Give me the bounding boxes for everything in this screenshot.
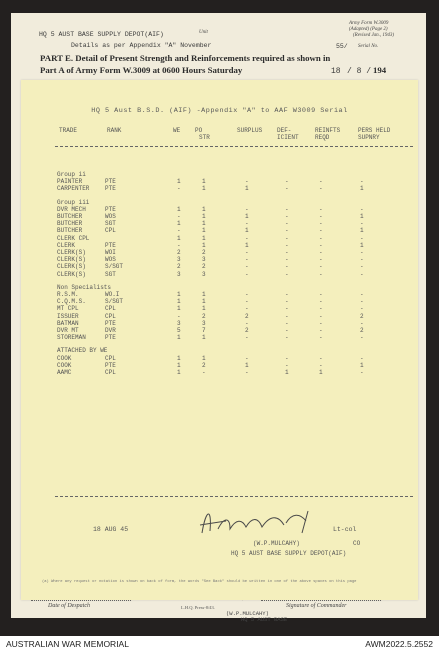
group-heading: Non Specialists (57, 283, 112, 291)
cell-we: - (177, 241, 181, 249)
credit-institution: AUSTRALIAN WAR MEMORIAL (6, 639, 129, 649)
form-header (11, 13, 426, 85)
cell-po: 1 (202, 354, 206, 362)
cell-trade: PAINTER (57, 178, 83, 186)
cell-rank: DVR (105, 327, 116, 334)
cell-po: 2 (202, 263, 206, 271)
despatch-label: Date of Despatch (48, 603, 90, 609)
footnote: (a) Where any request or notation is shown on back of form, the words "See Back" should be written in one of the above spaces on this page (42, 580, 357, 584)
cell-deficient: - (285, 220, 289, 228)
cell-supnry: 1 (360, 213, 364, 220)
cell-surplus: 2 (245, 327, 249, 334)
cell-trade: STOREMAN (57, 334, 86, 342)
serial-label: Serial No. (358, 44, 379, 49)
col-header-reinfts: REINFTS REQD (315, 127, 341, 141)
cell-rank: WO.I (105, 291, 120, 298)
cell-po: 1 (202, 220, 206, 228)
cell-surplus: - (245, 178, 249, 186)
date-month: / 8 / (347, 67, 372, 76)
cell-supnry: - (360, 234, 364, 242)
cell-po: 1 (202, 178, 206, 186)
date-year: 194 (373, 65, 387, 75)
cell-rank: SGT (105, 220, 116, 228)
cell-trade: CLERK(S) (57, 249, 86, 256)
signature-date: 18 AUG 45 (93, 526, 129, 533)
signature-name: (W.P.MULCAHY) (253, 540, 300, 547)
cell-surplus: - (245, 249, 249, 256)
cell-reqd: - (319, 241, 323, 249)
unit-line: HQ 5 AUST BASE SUPPLY DEPOT(AIF) (39, 31, 164, 38)
cell-po: 2 (202, 312, 206, 320)
cell-supnry: - (360, 249, 364, 256)
cell-we: 1 (177, 361, 181, 369)
cell-rank: S/SGT (105, 263, 124, 271)
cell-reqd: - (319, 334, 323, 342)
cell-po: 1 (202, 334, 206, 342)
cell-trade: AAMC (57, 369, 72, 376)
cell-po: 2 (202, 361, 206, 369)
cell-reqd: - (319, 185, 323, 193)
cell-we: - (177, 227, 181, 235)
cell-deficient: - (285, 298, 289, 306)
cell-surplus: - (245, 291, 249, 298)
cell-we: - (177, 185, 181, 193)
cell-deficient: - (285, 361, 289, 369)
cell-po: 1 (202, 213, 206, 220)
cell-we: - (177, 312, 181, 320)
cell-we: 1 (177, 291, 181, 298)
cell-surplus: - (245, 220, 249, 228)
cell-po: 3 (202, 256, 206, 264)
cell-we: 1 (177, 178, 181, 186)
cell-supnry: 1 (360, 227, 364, 235)
cell-we: 1 (177, 234, 181, 242)
cell-supnry: 2 (360, 327, 364, 334)
group-heading: Group iii (57, 198, 90, 206)
cell-rank: WOS (105, 213, 116, 220)
appendix-sheet (21, 80, 418, 600)
cell-po: 1 (202, 227, 206, 235)
details-line: Details as per Appendix "A" November (71, 42, 212, 49)
cell-surplus: - (245, 369, 249, 376)
cell-reqd: - (319, 234, 323, 242)
cell-trade: CARPENTER (57, 185, 90, 193)
cell-trade: DVR MT (57, 327, 79, 334)
cell-rank: S/SGT (105, 298, 124, 306)
cell-deficient: - (285, 227, 289, 235)
cell-reqd: - (319, 291, 323, 298)
cell-po: 1 (202, 185, 206, 193)
cell-trade: MT CPL (57, 305, 79, 313)
col-header-we: WE (173, 127, 181, 134)
signature-role: CO (353, 540, 361, 547)
cell-deficient: - (285, 185, 289, 193)
cell-po: 1 (202, 241, 206, 249)
cell-deficient: - (285, 319, 289, 327)
cell-trade: CLERK(S) (57, 263, 86, 271)
cell-rank: PTE (105, 319, 116, 327)
col-header-pers-held: PERS HELD SUPNRY (358, 127, 391, 141)
cell-reqd: - (319, 361, 323, 369)
cell-we: 1 (177, 220, 181, 228)
cell-rank: CPL (105, 354, 116, 362)
part-a-line: Part A of Army Form W.3009 at 0600 Hours Saturday (40, 65, 243, 75)
cell-deficient: - (285, 213, 289, 220)
cell-deficient: - (285, 241, 289, 249)
cell-deficient: - (285, 205, 289, 213)
cell-surplus: - (245, 256, 249, 264)
image-credit-bar (0, 636, 439, 653)
cell-rank: CPL (105, 305, 116, 313)
cell-supnry: - (360, 291, 364, 298)
cell-we: 3 (177, 270, 181, 278)
group-heading: Group ii (57, 171, 86, 178)
cell-reqd: - (319, 178, 323, 186)
cell-po: 3 (202, 319, 206, 327)
cell-trade: DVR MECH (57, 205, 86, 213)
cell-surplus: 1 (245, 227, 249, 235)
cell-po: 1 (202, 291, 206, 298)
cell-supnry: - (360, 270, 364, 278)
commander-name-lower: (W.P.MULCAHY) (226, 610, 269, 617)
cell-reqd: - (319, 205, 323, 213)
cell-trade: CLERK (57, 241, 76, 249)
cell-surplus: - (245, 205, 249, 213)
cell-reqd: - (319, 220, 323, 228)
cell-supnry: - (360, 369, 364, 376)
cell-trade: CLERK(S) (57, 256, 86, 264)
cell-supnry: - (360, 263, 364, 271)
cell-rank: PTE (105, 185, 116, 193)
cell-supnry: - (360, 298, 364, 306)
cell-deficient: - (285, 178, 289, 186)
cell-reqd: - (319, 227, 323, 235)
cell-surplus: - (245, 298, 249, 306)
cell-po: - (202, 369, 206, 376)
cell-surplus: 1 (245, 241, 249, 249)
cell-we: 1 (177, 298, 181, 306)
cell-reqd: - (319, 327, 323, 334)
header-rule (55, 146, 413, 147)
col-header-po: PO (195, 127, 203, 134)
col-header-rank: RANK (107, 127, 122, 134)
cell-trade: C.Q.M.S. (57, 298, 86, 306)
cell-surplus: - (245, 334, 249, 342)
cell-rank: CPL (105, 369, 116, 376)
col-header-deficient: DEF- ICIENT (277, 127, 299, 141)
cell-trade: COOK (57, 354, 72, 362)
signature-rank: Lt-col (333, 526, 357, 533)
cell-trade: COOK (57, 361, 72, 369)
cell-reqd: - (319, 354, 323, 362)
cell-trade: ISSUER (57, 312, 79, 320)
cell-rank: CPL (105, 312, 116, 320)
cell-surplus: 1 (245, 213, 249, 220)
form-number-line3: (Revised Jan., 1943) (353, 33, 395, 38)
group-heading: ATTACHED BY WE (57, 347, 108, 355)
cell-surplus: - (245, 263, 249, 271)
commander-signature (196, 503, 321, 539)
cell-surplus: 2 (245, 312, 249, 320)
date-day: 18 (331, 67, 341, 76)
printer-line: L.H.Q. Press-8/43. (181, 605, 215, 610)
cell-deficient: - (285, 256, 289, 264)
cell-we: 2 (177, 249, 181, 256)
cell-reqd: - (319, 305, 323, 313)
cell-supnry: 1 (360, 185, 364, 193)
cell-deficient: - (285, 249, 289, 256)
cell-surplus: 1 (245, 185, 249, 193)
cell-rank: PTE (105, 334, 116, 342)
cell-deficient: - (285, 327, 289, 334)
cell-po: 1 (202, 234, 206, 242)
cell-reqd: - (319, 256, 323, 264)
appendix-title: HQ 5 Aust B.S.D. (AIF) -Appendix "A" to AAF W3009 Serial (91, 107, 348, 115)
col-header-trade: TRADE (59, 127, 78, 134)
cell-reqd: 1 (319, 369, 323, 376)
commander-unit-lower: HQ 5 AUST BASE (241, 616, 288, 623)
cell-deficient: - (285, 234, 289, 242)
cell-we: 1 (177, 334, 181, 342)
part-e-line: PART E. Detail of Present Strength and Reinforcements required as shown in (40, 53, 331, 63)
cell-we: 2 (177, 263, 181, 271)
cell-rank: SGT (105, 270, 116, 278)
cell-rank: PTE (105, 241, 116, 249)
cell-deficient: - (285, 354, 289, 362)
signature-unit: HQ 5 AUST BASE SUPPLY DEPOT(AIF) (231, 550, 347, 557)
cell-reqd: - (319, 270, 323, 278)
cell-supnry: 2 (360, 312, 364, 320)
cell-supnry: - (360, 178, 364, 186)
cell-trade: R.S.M. (57, 291, 79, 298)
cell-surplus: - (245, 270, 249, 278)
cell-we: 1 (177, 205, 181, 213)
cell-trade: BUTCHER (57, 227, 83, 235)
commander-dotted-line (261, 600, 381, 601)
cell-po: 2 (202, 249, 206, 256)
cell-supnry: - (360, 319, 364, 327)
cell-deficient: - (285, 270, 289, 278)
cell-deficient: 1 (285, 369, 289, 376)
cell-trade: CLERK(S) (57, 270, 86, 278)
serial-value: 55/ (336, 43, 348, 50)
cell-we: 1 (177, 369, 181, 376)
cell-deficient: - (285, 312, 289, 320)
col-header-surplus: SURPLUS (237, 127, 263, 134)
cell-surplus: 1 (245, 361, 249, 369)
col-header-po-sub: STR (199, 134, 210, 141)
form-number-line2: (Adapted) (Page 2) (349, 27, 388, 32)
cell-reqd: - (319, 263, 323, 271)
cell-po: 7 (202, 327, 206, 334)
cell-supnry: - (360, 334, 364, 342)
cell-reqd: - (319, 312, 323, 320)
cell-rank: WOS (105, 256, 116, 264)
cell-po: 3 (202, 270, 206, 278)
cell-surplus: - (245, 234, 249, 242)
cell-po: 1 (202, 205, 206, 213)
cell-supnry: - (360, 205, 364, 213)
footer-rule (55, 496, 413, 497)
cell-we: 1 (177, 305, 181, 313)
cell-po: 1 (202, 305, 206, 313)
cell-we: 3 (177, 256, 181, 264)
cell-deficient: - (285, 291, 289, 298)
cell-rank: PTE (105, 178, 116, 186)
cell-rank: WOI (105, 249, 116, 256)
cell-surplus: - (245, 354, 249, 362)
cell-reqd: - (319, 213, 323, 220)
cell-reqd: - (319, 298, 323, 306)
cell-supnry: - (360, 256, 364, 264)
unit-label: Unit (199, 30, 208, 35)
cell-we: 1 (177, 354, 181, 362)
cell-supnry: - (360, 305, 364, 313)
cell-reqd: - (319, 249, 323, 256)
cell-trade: BUTCHER (57, 220, 83, 228)
cell-reqd: - (319, 319, 323, 327)
despatch-dotted-line (31, 600, 131, 601)
cell-we: - (177, 213, 181, 220)
cell-we: 5 (177, 327, 181, 334)
cell-po: 1 (202, 298, 206, 306)
cell-supnry: 1 (360, 361, 364, 369)
cell-surplus: - (245, 305, 249, 313)
credit-accession-number: AWM2022.5.2552 (365, 639, 433, 649)
cell-surplus: - (245, 319, 249, 327)
cell-supnry: 1 (360, 241, 364, 249)
cell-rank: PTE (105, 361, 116, 369)
cell-we: 3 (177, 319, 181, 327)
cell-deficient: - (285, 305, 289, 313)
cell-rank: CPL (105, 227, 116, 235)
cell-rank: PTE (105, 205, 116, 213)
cell-trade: CLERK CPL (57, 234, 90, 242)
cell-supnry: - (360, 354, 364, 362)
cell-supnry: - (360, 220, 364, 228)
cell-deficient: - (285, 263, 289, 271)
cell-trade: BUTCHER (57, 213, 83, 220)
cell-deficient: - (285, 334, 289, 342)
commander-label: Signature of Commander (286, 603, 347, 609)
cell-trade: BATMAN (57, 319, 79, 327)
form-number-line1: Army Form W.3009 (349, 21, 389, 26)
